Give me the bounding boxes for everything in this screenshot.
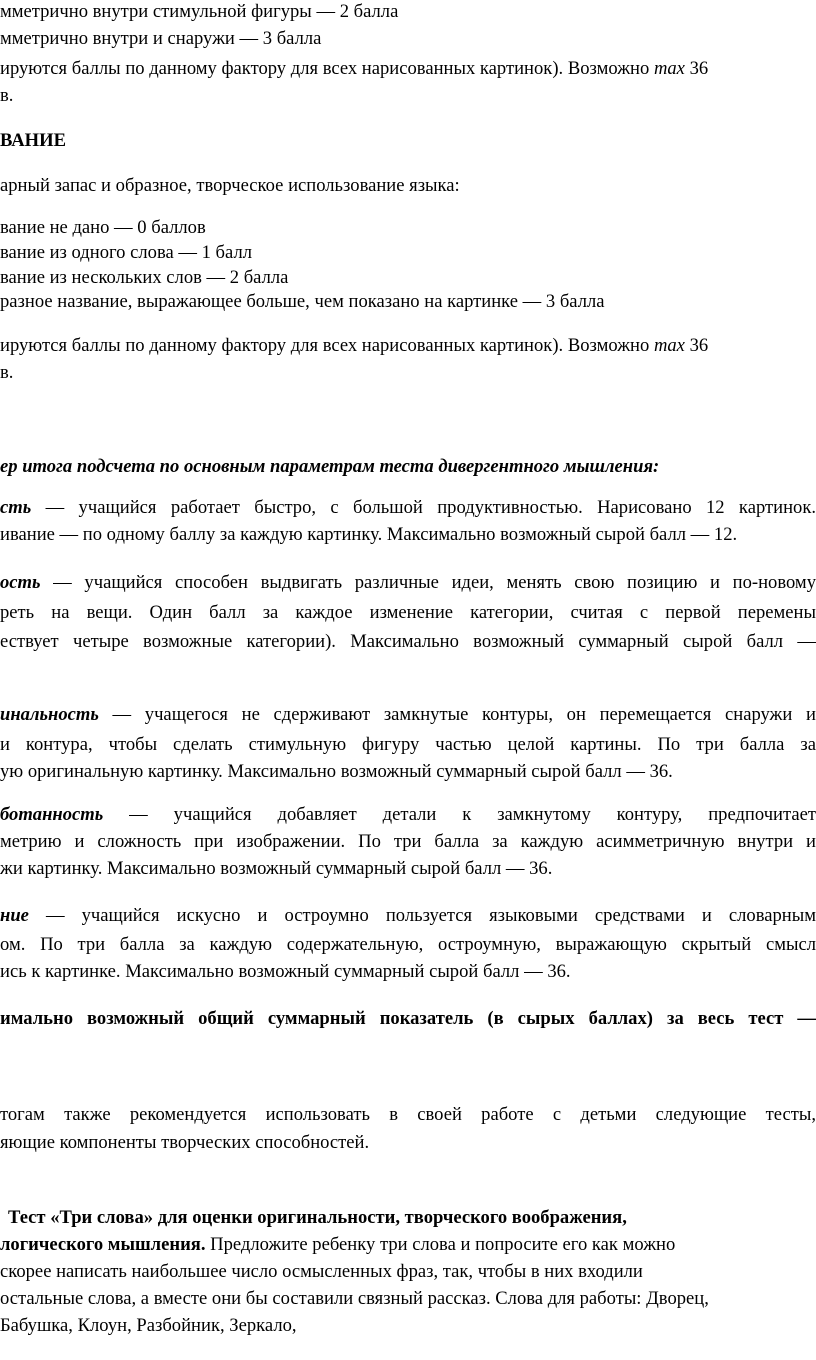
- text-line: в.: [0, 362, 14, 383]
- text-line: жи картинку. Максимально возможный суммарный сырой балл — 36.: [0, 858, 553, 879]
- text-line: инальность — учащегося не сдерживают замкнутые контуры, он перемещается снаружи и: [0, 704, 816, 725]
- test-heading: Тест «Три слова» для оценки оригинальности, творческого воображения,: [8, 1207, 627, 1228]
- text-line: сть — учащийся работает быстро, с большой продуктивностью. Нарисовано 12 картинок.: [0, 497, 816, 518]
- text-line: ествует четыре возможные категории). Максимально возможный суммарный сырой балл —: [0, 631, 816, 652]
- text-line: ом. По три балла за каждую содержательную, остроумную, выражающую скрытый смысл: [0, 934, 816, 955]
- text-line: Бабушка, Клоун, Разбойник, Зеркало,: [0, 1315, 297, 1336]
- text-line: ние — учащийся искусно и остроумно пользуется языковыми средствами и словарным: [0, 905, 816, 926]
- text-line: мметрично внутри стимульной фигуры — 2 балла: [0, 1, 399, 22]
- text-line: скорее написать наибольшее число осмысленных фраз, так, чтобы в них входили: [0, 1261, 643, 1282]
- text-line: ботанность — учащийся добавляет детали к замкнутому контуру, предпочитает: [0, 804, 816, 825]
- text-line: мметрично внутри и снаружи — 3 балла: [0, 28, 322, 49]
- list-item: вание не дано — 0 баллов: [0, 217, 206, 238]
- list-item: вание из одного слова — 1 балл: [0, 242, 252, 263]
- text-line: логического мышления. Предложите ребенку три слова и попросите его как можно: [0, 1234, 676, 1255]
- text-line: тогам также рекомендуется использовать в своей работе с детьми следующие тесты,: [0, 1104, 816, 1125]
- text-line: ись к картинке. Максимально возможный суммарный сырой балл — 36.: [0, 961, 571, 982]
- text-line: остальные слова, а вместе они бы составили связный рассказ. Слова для работы: Дворец,: [0, 1288, 709, 1309]
- text-line: и контура, чтобы сделать стимульную фигуру частью целой картины. По три балла за: [0, 734, 816, 755]
- list-item: вание из нескольких слов — 2 балла: [0, 267, 289, 288]
- list-item: разное название, выражающее больше, чем показано на картинке — 3 балла: [0, 291, 605, 312]
- section-heading: ВАНИЕ: [0, 130, 66, 151]
- text-line: ируются баллы по данному фактору для всех нарисованных картинок). Возможно max 36: [0, 58, 709, 79]
- text-line: в.: [0, 85, 14, 106]
- text-line: ивание — по одному баллу за каждую картинку. Максимально возможный сырой балл — 12.: [0, 524, 738, 545]
- summary-line: имально возможный общий суммарный показатель (в сырых баллах) за весь тест —: [0, 1008, 816, 1029]
- text-line: яющие компоненты творческих способностей.: [0, 1132, 370, 1153]
- text-line: ость — учащийся способен выдвигать различные идеи, менять свою позицию и по-новому: [0, 572, 816, 593]
- text-line: метрию и сложность при изображении. По три балла за каждую асимметричную внутри и: [0, 831, 816, 852]
- section-heading: ер итога подсчета по основным параметрам теста дивергентного мышления:: [0, 456, 660, 477]
- text-line: ируются баллы по данному фактору для всех нарисованных картинок). Возможно max 36: [0, 335, 709, 356]
- text-line: арный запас и образное, творческое использование языка:: [0, 175, 460, 196]
- text-line: ую оригинальную картинку. Максимально возможный суммарный сырой балл — 36.: [0, 761, 673, 782]
- text-line: реть на вещи. Один балл за каждое изменение категории, считая с первой перемены: [0, 602, 816, 623]
